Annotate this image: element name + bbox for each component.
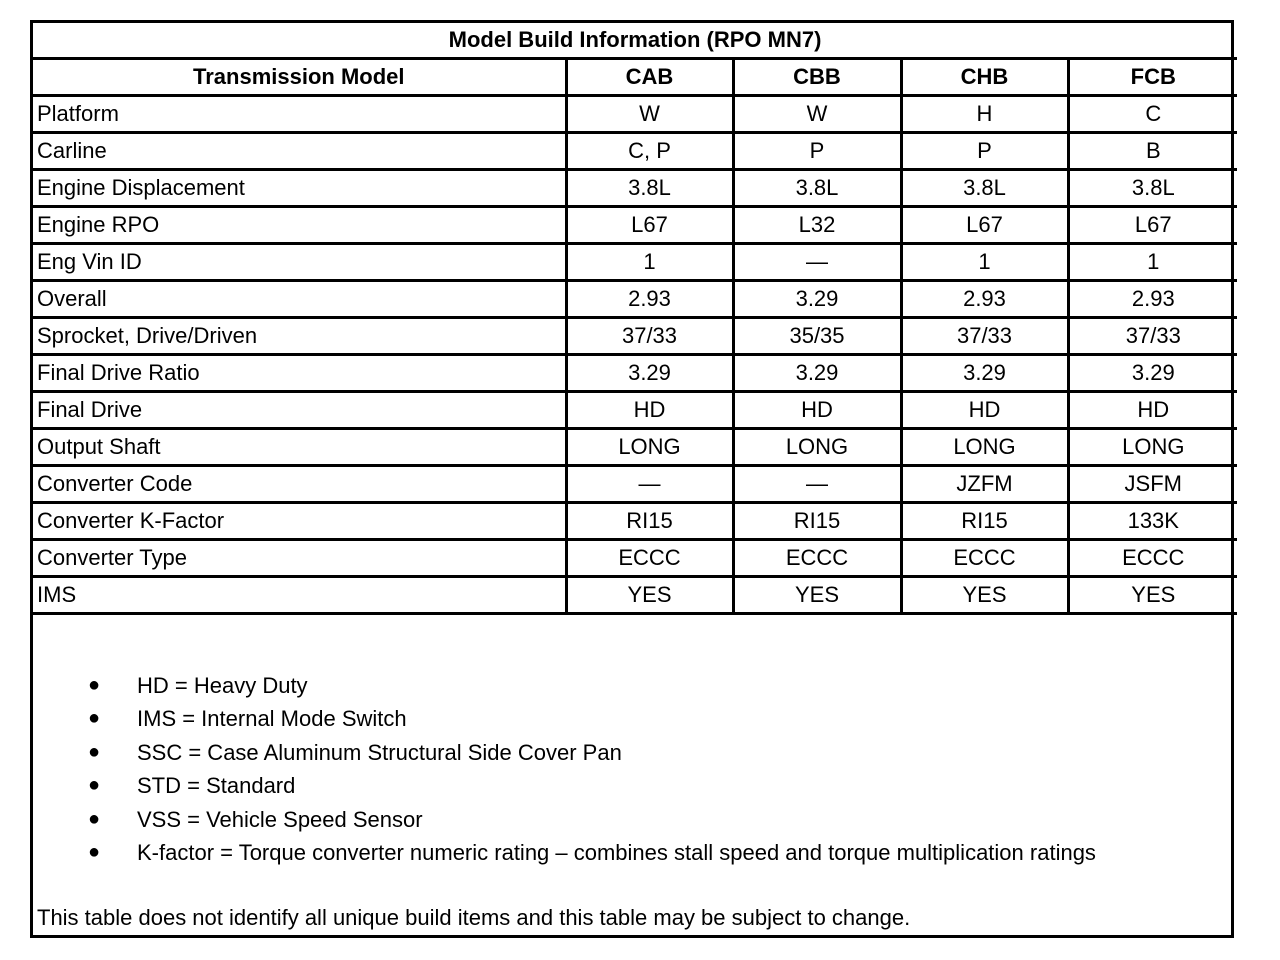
table-row — [33, 540, 1237, 577]
table-cell: P — [901, 133, 1068, 170]
note-item — [33, 769, 1231, 802]
table-cell: HD — [566, 392, 733, 429]
row-label: Engine RPO — [33, 207, 566, 244]
row-label: Converter Code — [33, 466, 566, 503]
table-cell: HD — [901, 392, 1068, 429]
row-label: Engine Displacement — [33, 170, 566, 207]
table-cell: ECCC — [566, 540, 733, 577]
table-cell: 3.29 — [733, 355, 901, 392]
table-cell: LONG — [733, 429, 901, 466]
table-cell: LONG — [566, 429, 733, 466]
table-row — [33, 133, 1237, 170]
bullet-icon: ● — [88, 674, 101, 696]
note-text: VSS = Vehicle Speed Sensor — [137, 806, 423, 832]
table-cell: 3.8L — [733, 170, 901, 207]
table-cell: ECCC — [733, 540, 901, 577]
table-row — [33, 207, 1237, 244]
table-cell: 3.8L — [566, 170, 733, 207]
table-cell: H — [901, 96, 1068, 133]
header-row — [33, 59, 1237, 96]
row-label: Eng Vin ID — [33, 244, 566, 281]
table-cell: RI15 — [566, 503, 733, 540]
header-model-chb: CHB — [901, 59, 1068, 96]
table-cell: L67 — [1068, 207, 1237, 244]
table-cell: L67 — [566, 207, 733, 244]
table-cell: 1 — [1068, 244, 1237, 281]
table-cell: ECCC — [901, 540, 1068, 577]
table-cell: 3.8L — [901, 170, 1068, 207]
table-cell: 3.29 — [901, 355, 1068, 392]
table-row — [33, 429, 1237, 466]
table-cell: P — [733, 133, 901, 170]
table-cell: — — [733, 466, 901, 503]
row-label: Converter K-Factor — [33, 503, 566, 540]
table-cell: ECCC — [1068, 540, 1237, 577]
table-cell: — — [566, 466, 733, 503]
note-item — [33, 736, 1231, 769]
table-cell: 1 — [901, 244, 1068, 281]
header-transmission-model: Transmission Model — [33, 59, 566, 96]
row-label: Overall — [33, 281, 566, 318]
note-item — [33, 803, 1231, 836]
table-cell: W — [733, 96, 901, 133]
model-build-table — [33, 23, 1237, 615]
table-cell: YES — [1068, 577, 1237, 614]
table-cell: 2.93 — [1068, 281, 1237, 318]
bullet-icon: ● — [88, 840, 101, 863]
row-label: Final Drive Ratio — [33, 355, 566, 392]
table-cell: YES — [901, 577, 1068, 614]
note-text: HD = Heavy Duty — [137, 673, 308, 698]
table-row — [33, 392, 1237, 429]
row-label: Sprocket, Drive/Driven — [33, 318, 566, 355]
notes-section — [33, 659, 1231, 935]
table-cell: 37/33 — [566, 318, 733, 355]
bullet-icon: ● — [88, 707, 101, 730]
note-text: STD = Standard — [137, 773, 296, 799]
table-cell: 37/33 — [901, 318, 1068, 355]
table-cell: 3.29 — [733, 281, 901, 318]
table-cell: 133K — [1068, 503, 1237, 540]
header-model-cab: CAB — [566, 59, 733, 96]
note-item — [33, 836, 1231, 869]
table-cell: C, P — [566, 133, 733, 170]
table-cell: 3.29 — [1068, 355, 1237, 392]
table-cell: RI15 — [901, 503, 1068, 540]
table-cell: HD — [733, 392, 901, 429]
table-cell: L67 — [901, 207, 1068, 244]
header-model-cbb: CBB — [733, 59, 901, 96]
model-build-sheet — [30, 20, 1234, 938]
table-cell: 2.93 — [901, 281, 1068, 318]
table-row — [33, 466, 1237, 503]
table-row — [33, 355, 1237, 392]
table-cell: HD — [1068, 392, 1237, 429]
table-cell: JZFM — [901, 466, 1068, 503]
note-text: SSC = Case Aluminum Structural Side Cover Pan — [137, 739, 622, 765]
table-row — [33, 577, 1237, 614]
table-cell: 3.8L — [1068, 170, 1237, 207]
disclaimer: This table does not identify all unique build items and this table may be subject to change. — [37, 905, 911, 930]
row-label: Final Drive — [33, 392, 566, 429]
row-label: Platform — [33, 96, 566, 133]
table-cell: W — [566, 96, 733, 133]
table-cell: — — [733, 244, 901, 281]
table-cell: LONG — [901, 429, 1068, 466]
table-title: Model Build Information (RPO MN7) — [33, 23, 1237, 59]
table-row — [33, 503, 1237, 540]
bullet-icon: ● — [88, 807, 101, 830]
table-row — [33, 170, 1237, 207]
table-cell: L32 — [733, 207, 901, 244]
row-label: IMS — [33, 577, 566, 614]
notes-list — [33, 659, 1231, 869]
row-label: Converter Type — [33, 540, 566, 577]
table-row — [33, 244, 1237, 281]
table-row — [33, 318, 1237, 355]
table-cell: 35/35 — [733, 318, 901, 355]
table-row — [33, 96, 1237, 133]
bullet-icon: ● — [88, 774, 101, 797]
table-cell: YES — [566, 577, 733, 614]
table-cell: C — [1068, 96, 1237, 133]
table-cell: 37/33 — [1068, 318, 1237, 355]
note-item — [33, 669, 1231, 702]
note-text: K-factor = Torque converter numeric rating – combines stall speed and torque multiplication ratings — [137, 839, 1096, 865]
table-cell: JSFM — [1068, 466, 1237, 503]
header-model-fcb: FCB — [1068, 59, 1237, 96]
table-cell: RI15 — [733, 503, 901, 540]
bullet-icon: ● — [88, 740, 101, 763]
note-text: IMS = Internal Mode Switch — [137, 706, 407, 732]
table-cell: B — [1068, 133, 1237, 170]
row-label: Carline — [33, 133, 566, 170]
table-row — [33, 281, 1237, 318]
table-cell: 2.93 — [566, 281, 733, 318]
row-label: Output Shaft — [33, 429, 566, 466]
table-cell: 3.29 — [566, 355, 733, 392]
table-cell: 1 — [566, 244, 733, 281]
table-cell: YES — [733, 577, 901, 614]
table-cell: LONG — [1068, 429, 1237, 466]
note-item — [33, 702, 1231, 735]
